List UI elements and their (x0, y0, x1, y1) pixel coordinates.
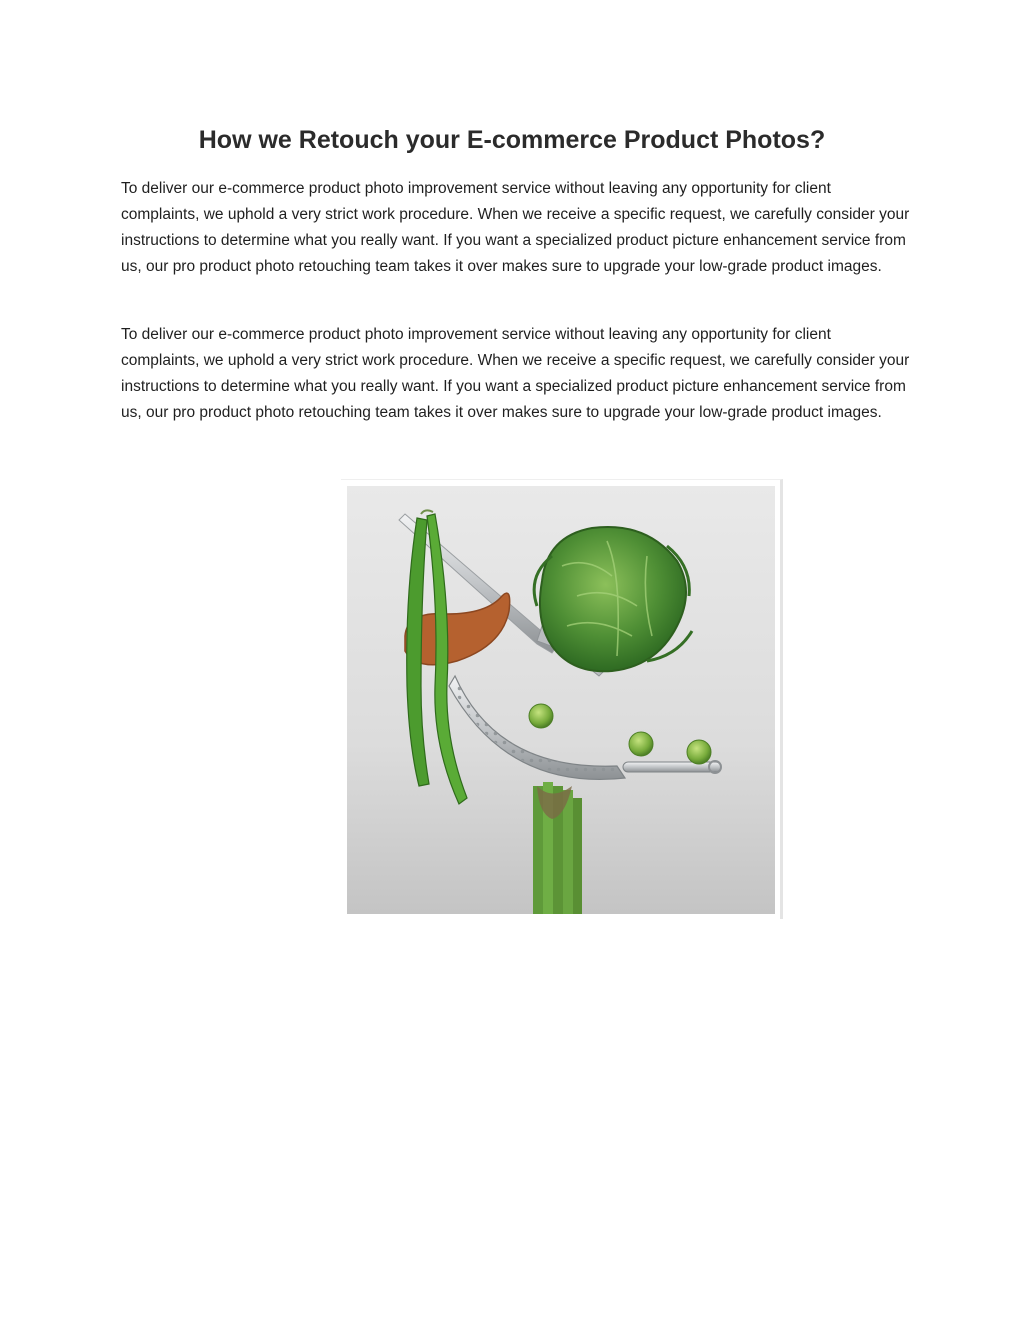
vegetable-product-photo (347, 486, 775, 914)
asparagus-bundle (533, 782, 582, 914)
page-title: How we Retouch your E-commerce Product Photos? (198, 126, 826, 154)
body-paragraph-1: To deliver our e-commerce product photo improvement service without leaving any opportunity for client complaints, we uphold a very strict work procedure. When we receive a specific request, we carefully consider your instructions to determine what you really want. If you want a specialized product picture enhancement service from us, our pro product photo retouching team takes it over makes sure to upgrade your low-grade product images. (121, 180, 910, 275)
brussels-sprout (629, 732, 653, 756)
body-paragraph-2: To deliver our e-commerce product photo improvement service without leaving any opportunity for client complaints, we uphold a very strict work procedure. When we receive a specific request, we carefully consider your instructions to determine what you really want. If you want a specialized product picture enhancement service from us, our pro product photo retouching team takes it over makes sure to upgrade your low-grade product images. (121, 326, 910, 421)
product-photo-frame (341, 479, 783, 919)
brussels-sprout (687, 740, 711, 764)
brussels-sprout (529, 704, 553, 728)
